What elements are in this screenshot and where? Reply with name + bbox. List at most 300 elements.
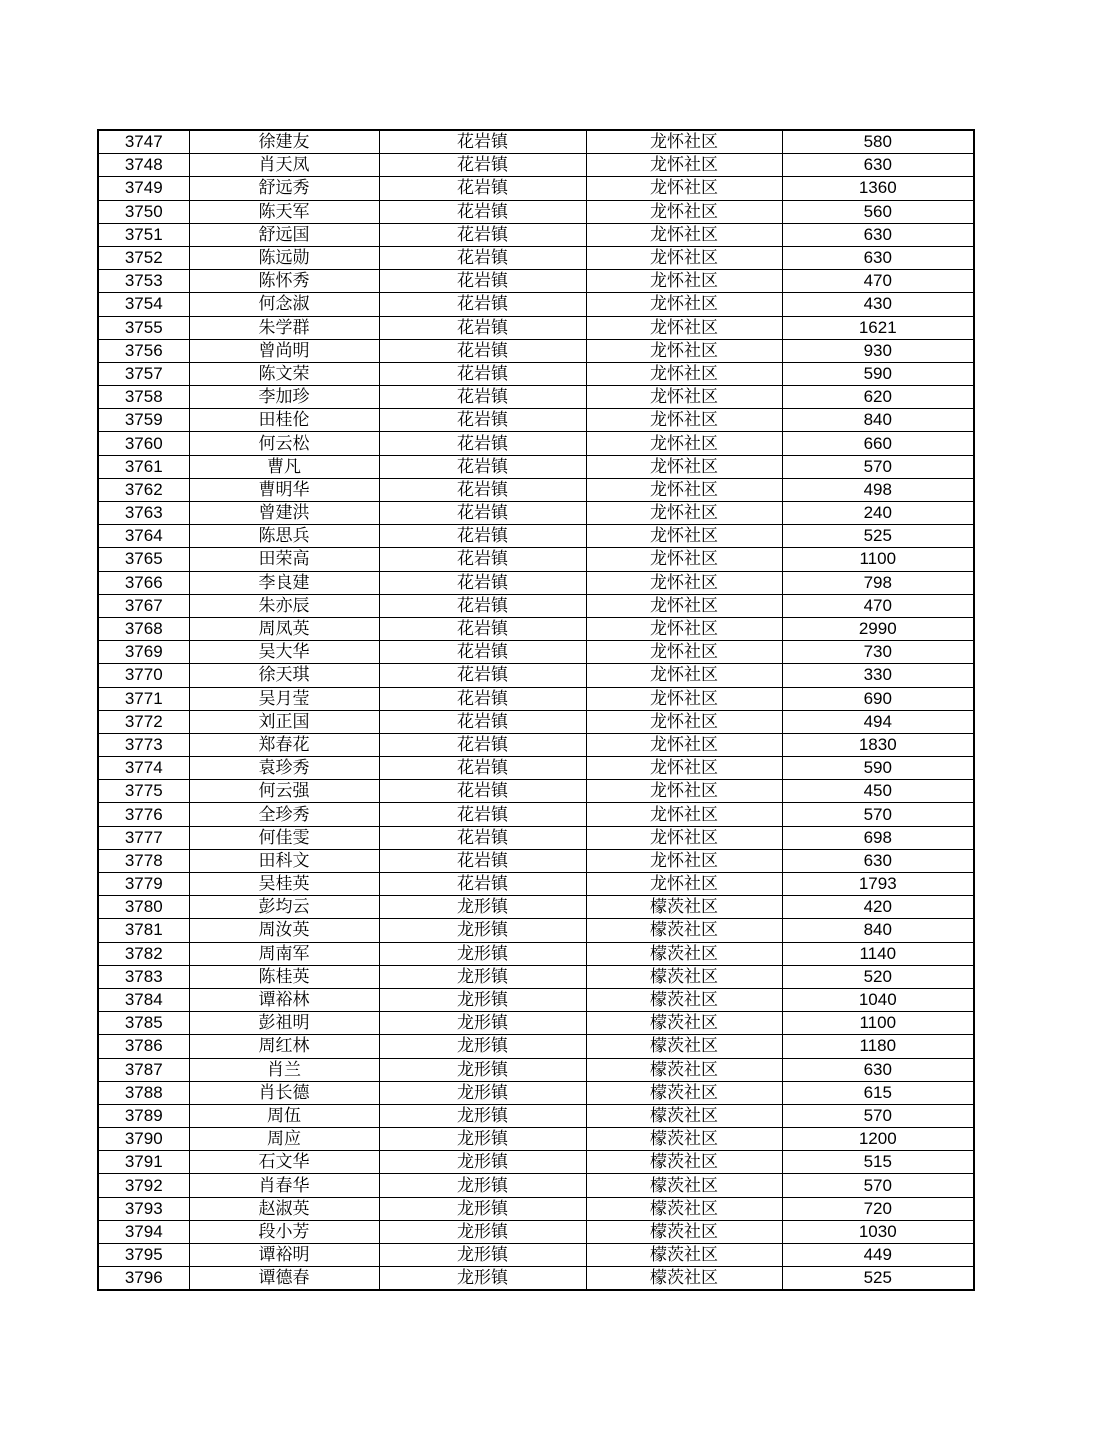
roster-table-body (98, 130, 974, 1290)
cell-name: 吴桂英 (189, 873, 379, 896)
cell-name: 何念淑 (189, 293, 379, 316)
cell-name: 彭均云 (189, 896, 379, 919)
cell-town: 花岩镇 (379, 246, 586, 269)
cell-community: 檬茨社区 (586, 1058, 782, 1081)
cell-name: 袁珍秀 (189, 757, 379, 780)
cell-amount: 1360 (782, 177, 974, 200)
cell-town: 花岩镇 (379, 455, 586, 478)
table-row (98, 1151, 974, 1174)
cell-id: 3772 (98, 710, 189, 733)
cell-name: 石文华 (189, 1151, 379, 1174)
table-row (98, 1081, 974, 1104)
cell-town: 花岩镇 (379, 177, 586, 200)
cell-id: 3765 (98, 548, 189, 571)
cell-town: 龙形镇 (379, 1174, 586, 1197)
cell-town: 花岩镇 (379, 687, 586, 710)
cell-town: 花岩镇 (379, 386, 586, 409)
table-row (98, 386, 974, 409)
cell-id: 3770 (98, 664, 189, 687)
cell-id: 3752 (98, 246, 189, 269)
cell-community: 龙怀社区 (586, 733, 782, 756)
cell-id: 3756 (98, 339, 189, 362)
table-row (98, 942, 974, 965)
cell-community: 龙怀社区 (586, 664, 782, 687)
cell-name: 曾建洪 (189, 502, 379, 525)
cell-name: 陈远勋 (189, 246, 379, 269)
cell-amount: 450 (782, 780, 974, 803)
cell-name: 谭裕明 (189, 1244, 379, 1267)
cell-name: 肖长德 (189, 1081, 379, 1104)
table-row (98, 873, 974, 896)
cell-name: 肖天凤 (189, 154, 379, 177)
cell-community: 龙怀社区 (586, 339, 782, 362)
cell-id: 3762 (98, 478, 189, 501)
cell-id: 3793 (98, 1197, 189, 1220)
table-row (98, 1012, 974, 1035)
cell-town: 花岩镇 (379, 594, 586, 617)
table-row (98, 432, 974, 455)
cell-town: 花岩镇 (379, 293, 586, 316)
table-row (98, 525, 974, 548)
cell-community: 檬茨社区 (586, 1197, 782, 1220)
cell-id: 3771 (98, 687, 189, 710)
cell-id: 3768 (98, 617, 189, 640)
cell-community: 龙怀社区 (586, 177, 782, 200)
table-row (98, 548, 974, 571)
cell-amount: 720 (782, 1197, 974, 1220)
cell-community: 龙怀社区 (586, 409, 782, 432)
cell-name: 段小芳 (189, 1220, 379, 1243)
cell-amount: 630 (782, 1058, 974, 1081)
cell-id: 3760 (98, 432, 189, 455)
cell-town: 龙形镇 (379, 1081, 586, 1104)
cell-amount: 498 (782, 478, 974, 501)
cell-name: 赵淑英 (189, 1197, 379, 1220)
cell-id: 3780 (98, 896, 189, 919)
cell-id: 3787 (98, 1058, 189, 1081)
table-row (98, 1035, 974, 1058)
cell-amount: 730 (782, 641, 974, 664)
table-row (98, 316, 974, 339)
cell-town: 花岩镇 (379, 316, 586, 339)
cell-name: 朱学群 (189, 316, 379, 339)
table-row (98, 339, 974, 362)
cell-town: 花岩镇 (379, 525, 586, 548)
cell-name: 李良建 (189, 571, 379, 594)
cell-amount: 494 (782, 710, 974, 733)
cell-community: 龙怀社区 (586, 478, 782, 501)
cell-name: 周伍 (189, 1104, 379, 1127)
table-row (98, 826, 974, 849)
cell-community: 檬茨社区 (586, 988, 782, 1011)
cell-amount: 1030 (782, 1220, 974, 1243)
cell-amount: 470 (782, 270, 974, 293)
cell-amount: 590 (782, 362, 974, 385)
cell-town: 花岩镇 (379, 780, 586, 803)
cell-community: 檬茨社区 (586, 1151, 782, 1174)
table-row (98, 1058, 974, 1081)
cell-name: 田科文 (189, 849, 379, 872)
cell-town: 花岩镇 (379, 849, 586, 872)
cell-community: 龙怀社区 (586, 687, 782, 710)
cell-id: 3759 (98, 409, 189, 432)
cell-name: 何佳雯 (189, 826, 379, 849)
cell-community: 龙怀社区 (586, 270, 782, 293)
table-row (98, 409, 974, 432)
cell-name: 陈文荣 (189, 362, 379, 385)
cell-amount: 560 (782, 200, 974, 223)
cell-id: 3791 (98, 1151, 189, 1174)
cell-town: 花岩镇 (379, 873, 586, 896)
table-row (98, 1104, 974, 1127)
cell-name: 吴大华 (189, 641, 379, 664)
cell-amount: 1040 (782, 988, 974, 1011)
cell-community: 龙怀社区 (586, 873, 782, 896)
cell-amount: 1100 (782, 1012, 974, 1035)
table-row (98, 733, 974, 756)
cell-town: 龙形镇 (379, 988, 586, 1011)
table-row (98, 246, 974, 269)
cell-id: 3795 (98, 1244, 189, 1267)
cell-name: 何云松 (189, 432, 379, 455)
cell-amount: 630 (782, 849, 974, 872)
cell-town: 花岩镇 (379, 130, 586, 154)
cell-town: 龙形镇 (379, 919, 586, 942)
cell-name: 李加珍 (189, 386, 379, 409)
table-row (98, 200, 974, 223)
cell-community: 龙怀社区 (586, 849, 782, 872)
cell-name: 周应 (189, 1128, 379, 1151)
cell-amount: 590 (782, 757, 974, 780)
cell-community: 檬茨社区 (586, 1174, 782, 1197)
cell-name: 曹凡 (189, 455, 379, 478)
cell-id: 3750 (98, 200, 189, 223)
table-row (98, 780, 974, 803)
cell-community: 龙怀社区 (586, 246, 782, 269)
cell-community: 檬茨社区 (586, 1081, 782, 1104)
cell-id: 3749 (98, 177, 189, 200)
cell-id: 3794 (98, 1220, 189, 1243)
cell-name: 谭德春 (189, 1267, 379, 1291)
cell-community: 龙怀社区 (586, 154, 782, 177)
cell-id: 3782 (98, 942, 189, 965)
cell-name: 徐天琪 (189, 664, 379, 687)
cell-id: 3786 (98, 1035, 189, 1058)
cell-name: 周凤英 (189, 617, 379, 640)
cell-amount: 240 (782, 502, 974, 525)
cell-name: 陈怀秀 (189, 270, 379, 293)
table-row (98, 1244, 974, 1267)
table-row (98, 571, 974, 594)
cell-amount: 1100 (782, 548, 974, 571)
cell-town: 龙形镇 (379, 965, 586, 988)
cell-amount: 840 (782, 409, 974, 432)
cell-id: 3755 (98, 316, 189, 339)
cell-name: 田桂伦 (189, 409, 379, 432)
cell-name: 周汝英 (189, 919, 379, 942)
cell-community: 龙怀社区 (586, 641, 782, 664)
cell-community: 檬茨社区 (586, 1220, 782, 1243)
table-row (98, 1128, 974, 1151)
cell-amount: 515 (782, 1151, 974, 1174)
cell-community: 龙怀社区 (586, 617, 782, 640)
cell-id: 3792 (98, 1174, 189, 1197)
cell-town: 花岩镇 (379, 733, 586, 756)
table-row (98, 710, 974, 733)
table-row (98, 919, 974, 942)
cell-town: 花岩镇 (379, 664, 586, 687)
cell-amount: 1830 (782, 733, 974, 756)
cell-community: 龙怀社区 (586, 386, 782, 409)
cell-town: 花岩镇 (379, 571, 586, 594)
cell-community: 龙怀社区 (586, 710, 782, 733)
cell-town: 龙形镇 (379, 1035, 586, 1058)
cell-town: 龙形镇 (379, 1104, 586, 1127)
cell-town: 花岩镇 (379, 502, 586, 525)
cell-amount: 690 (782, 687, 974, 710)
cell-name: 彭祖明 (189, 1012, 379, 1035)
cell-town: 龙形镇 (379, 1012, 586, 1035)
cell-amount: 525 (782, 1267, 974, 1291)
table-row (98, 641, 974, 664)
cell-community: 龙怀社区 (586, 502, 782, 525)
cell-amount: 520 (782, 965, 974, 988)
table-row (98, 687, 974, 710)
cell-amount: 798 (782, 571, 974, 594)
cell-id: 3775 (98, 780, 189, 803)
cell-name: 陈桂英 (189, 965, 379, 988)
cell-id: 3767 (98, 594, 189, 617)
cell-community: 檬茨社区 (586, 896, 782, 919)
cell-town: 花岩镇 (379, 409, 586, 432)
cell-name: 周红林 (189, 1035, 379, 1058)
cell-community: 龙怀社区 (586, 803, 782, 826)
cell-name: 曾尚明 (189, 339, 379, 362)
cell-amount: 449 (782, 1244, 974, 1267)
cell-name: 全珍秀 (189, 803, 379, 826)
cell-name: 何云强 (189, 780, 379, 803)
cell-town: 花岩镇 (379, 270, 586, 293)
cell-community: 檬茨社区 (586, 965, 782, 988)
cell-town: 龙形镇 (379, 1151, 586, 1174)
table-row (98, 896, 974, 919)
table-row (98, 502, 974, 525)
cell-community: 龙怀社区 (586, 316, 782, 339)
cell-id: 3747 (98, 130, 189, 154)
cell-amount: 570 (782, 455, 974, 478)
cell-name: 舒远国 (189, 223, 379, 246)
cell-id: 3748 (98, 154, 189, 177)
cell-id: 3785 (98, 1012, 189, 1035)
cell-id: 3769 (98, 641, 189, 664)
cell-community: 龙怀社区 (586, 594, 782, 617)
cell-community: 龙怀社区 (586, 200, 782, 223)
cell-amount: 570 (782, 1174, 974, 1197)
cell-town: 龙形镇 (379, 1244, 586, 1267)
cell-amount: 698 (782, 826, 974, 849)
table-row (98, 1174, 974, 1197)
cell-amount: 620 (782, 386, 974, 409)
cell-id: 3779 (98, 873, 189, 896)
cell-id: 3796 (98, 1267, 189, 1291)
cell-town: 花岩镇 (379, 803, 586, 826)
cell-community: 檬茨社区 (586, 1267, 782, 1291)
cell-name: 吴月莹 (189, 687, 379, 710)
cell-amount: 1140 (782, 942, 974, 965)
table-row (98, 965, 974, 988)
cell-town: 花岩镇 (379, 478, 586, 501)
cell-id: 3757 (98, 362, 189, 385)
table-row (98, 757, 974, 780)
table-row (98, 478, 974, 501)
table-row (98, 988, 974, 1011)
cell-community: 龙怀社区 (586, 525, 782, 548)
cell-id: 3751 (98, 223, 189, 246)
cell-amount: 660 (782, 432, 974, 455)
cell-community: 檬茨社区 (586, 1012, 782, 1035)
table-row (98, 177, 974, 200)
cell-town: 龙形镇 (379, 896, 586, 919)
table-row (98, 1197, 974, 1220)
cell-id: 3764 (98, 525, 189, 548)
cell-id: 3778 (98, 849, 189, 872)
cell-town: 龙形镇 (379, 1128, 586, 1151)
cell-amount: 1180 (782, 1035, 974, 1058)
cell-community: 檬茨社区 (586, 942, 782, 965)
cell-community: 檬茨社区 (586, 1128, 782, 1151)
table-row (98, 803, 974, 826)
cell-name: 肖春华 (189, 1174, 379, 1197)
cell-community: 龙怀社区 (586, 362, 782, 385)
table-row (98, 362, 974, 385)
cell-amount: 330 (782, 664, 974, 687)
cell-town: 龙形镇 (379, 1220, 586, 1243)
cell-amount: 1793 (782, 873, 974, 896)
cell-town: 花岩镇 (379, 223, 586, 246)
cell-amount: 1200 (782, 1128, 974, 1151)
table-row (98, 223, 974, 246)
roster-table (97, 129, 975, 1291)
cell-amount: 470 (782, 594, 974, 617)
cell-amount: 430 (782, 293, 974, 316)
table-row (98, 293, 974, 316)
cell-town: 花岩镇 (379, 154, 586, 177)
cell-id: 3789 (98, 1104, 189, 1127)
cell-amount: 570 (782, 803, 974, 826)
cell-id: 3774 (98, 757, 189, 780)
cell-town: 花岩镇 (379, 362, 586, 385)
cell-amount: 630 (782, 246, 974, 269)
cell-id: 3781 (98, 919, 189, 942)
cell-town: 花岩镇 (379, 548, 586, 571)
cell-community: 龙怀社区 (586, 548, 782, 571)
cell-community: 龙怀社区 (586, 757, 782, 780)
cell-community: 龙怀社区 (586, 826, 782, 849)
cell-town: 花岩镇 (379, 826, 586, 849)
cell-id: 3754 (98, 293, 189, 316)
cell-town: 龙形镇 (379, 1058, 586, 1081)
table-row (98, 1267, 974, 1291)
cell-town: 花岩镇 (379, 710, 586, 733)
table-row (98, 270, 974, 293)
cell-amount: 2990 (782, 617, 974, 640)
cell-amount: 420 (782, 896, 974, 919)
cell-name: 徐建友 (189, 130, 379, 154)
cell-name: 陈天军 (189, 200, 379, 223)
cell-amount: 525 (782, 525, 974, 548)
cell-id: 3788 (98, 1081, 189, 1104)
cell-id: 3758 (98, 386, 189, 409)
cell-town: 花岩镇 (379, 641, 586, 664)
cell-community: 龙怀社区 (586, 780, 782, 803)
cell-id: 3783 (98, 965, 189, 988)
cell-community: 龙怀社区 (586, 293, 782, 316)
cell-name: 田荣高 (189, 548, 379, 571)
cell-community: 龙怀社区 (586, 571, 782, 594)
cell-community: 龙怀社区 (586, 130, 782, 154)
cell-community: 檬茨社区 (586, 1104, 782, 1127)
cell-id: 3790 (98, 1128, 189, 1151)
cell-community: 龙怀社区 (586, 223, 782, 246)
cell-id: 3776 (98, 803, 189, 826)
cell-town: 花岩镇 (379, 617, 586, 640)
cell-name: 周南军 (189, 942, 379, 965)
cell-id: 3753 (98, 270, 189, 293)
cell-amount: 840 (782, 919, 974, 942)
cell-amount: 630 (782, 154, 974, 177)
cell-town: 花岩镇 (379, 339, 586, 362)
cell-name: 舒远秀 (189, 177, 379, 200)
cell-id: 3766 (98, 571, 189, 594)
table-row (98, 1220, 974, 1243)
table-row (98, 594, 974, 617)
cell-town: 花岩镇 (379, 200, 586, 223)
cell-name: 曹明华 (189, 478, 379, 501)
table-row (98, 455, 974, 478)
cell-name: 刘正国 (189, 710, 379, 733)
cell-id: 3784 (98, 988, 189, 1011)
cell-amount: 1621 (782, 316, 974, 339)
cell-town: 龙形镇 (379, 1267, 586, 1291)
cell-amount: 615 (782, 1081, 974, 1104)
cell-community: 龙怀社区 (586, 432, 782, 455)
cell-name: 谭裕林 (189, 988, 379, 1011)
cell-id: 3773 (98, 733, 189, 756)
cell-town: 龙形镇 (379, 942, 586, 965)
cell-town: 花岩镇 (379, 757, 586, 780)
table-row (98, 130, 974, 154)
cell-amount: 630 (782, 223, 974, 246)
cell-name: 朱亦辰 (189, 594, 379, 617)
cell-name: 陈思兵 (189, 525, 379, 548)
table-row (98, 849, 974, 872)
table-row (98, 617, 974, 640)
cell-name: 郑春花 (189, 733, 379, 756)
table-row (98, 154, 974, 177)
cell-amount: 580 (782, 130, 974, 154)
table-row (98, 664, 974, 687)
cell-id: 3761 (98, 455, 189, 478)
cell-community: 檬茨社区 (586, 1035, 782, 1058)
cell-name: 肖兰 (189, 1058, 379, 1081)
cell-town: 花岩镇 (379, 432, 586, 455)
cell-community: 龙怀社区 (586, 455, 782, 478)
cell-amount: 570 (782, 1104, 974, 1127)
cell-amount: 930 (782, 339, 974, 362)
cell-town: 龙形镇 (379, 1197, 586, 1220)
cell-id: 3777 (98, 826, 189, 849)
cell-community: 檬茨社区 (586, 919, 782, 942)
